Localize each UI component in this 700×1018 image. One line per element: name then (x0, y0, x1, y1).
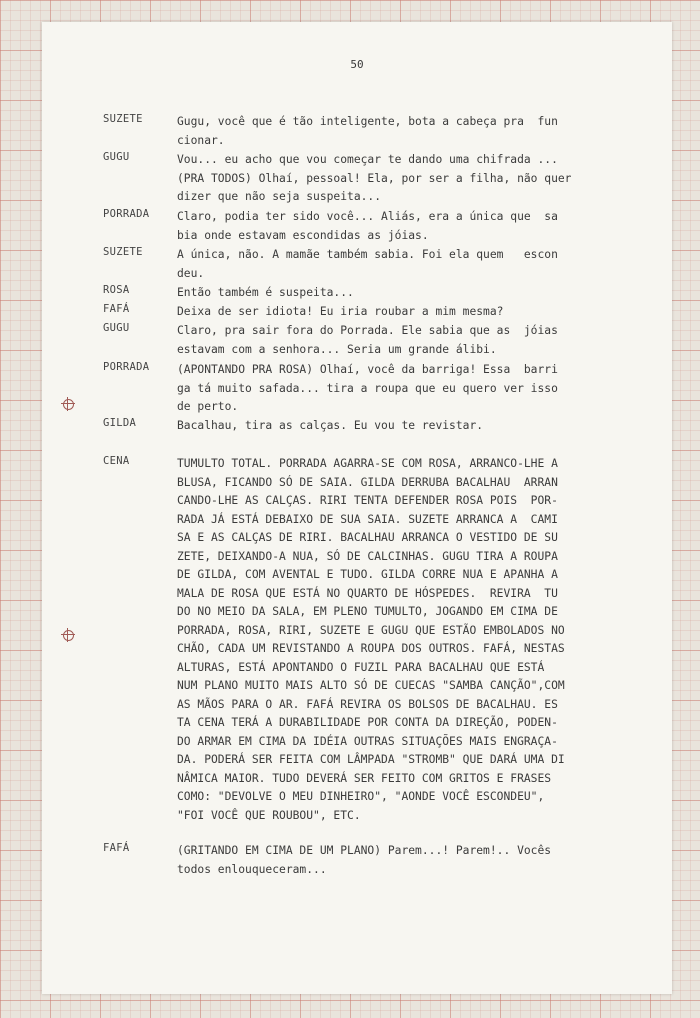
speech-text: Claro, pra sair fora do Porrada. Ele sabia que as jóias estavam com a senhora... Seria um grande álibi. (177, 324, 558, 356)
speech-text: A única, não. A mamãe também sabia. Foi ela quem escon deu. (177, 248, 558, 280)
speaker-name: SUZETE (103, 113, 143, 125)
speaker-name: PORRADA (103, 208, 150, 220)
speech-text: Gugu, você que é tão inteligente, bota a cabeça pra fun cionar. (177, 115, 558, 147)
punch-hole-mark-icon (61, 628, 75, 642)
stage-direction-text: TUMULTO TOTAL. PORRADA AGARRA-SE COM ROSA, ARRANCO-LHE A BLUSA, FICANDO SÓ DE SAIA. GILDA DERRUBA BACALHAU ARRAN CANDO-LHE AS CALÇAS. RIRI TENTA DEFENDER ROSA POIS POR- RADA JÁ ESTÁ DEBAIXO DE SUA SAIA. SUZETE ARRANCA A CAMI SA E AS CALÇAS DE RIRI. BACALHAU ARRANCA O VESTIDO DE SU ZETE, DEIXANDO-A NUA, SÓ DE CALCINHAS. GUGU TIRA A ROUPA DE GILDA, COM AVENTAL E TUDO. GILDA CORRE NUA E APANHA A MALA DE ROSA QUE ESTÁ NO QUARTO DE HÓSPEDES. REVIRA TU DO NO MEIO DA SALA, EM PLENO TUMULTO, JOGANDO EM CIMA DE PORRADA, ROSA, RIRI, SUZETE E GUGU QUE ESTÃO EMBOLADOS NO CHÃO, CADA UM REVISTANDO A ROUPA DOS OUTROS. FAFÁ, NESTAS ALTURAS, ESTÁ APONTANDO O FUZIL PARA BACALHAU QUE ESTÁ NUM PLANO MUITO MAIS ALTO SÓ DE CUECAS "SAMBA CANÇÃO",COM AS MÃOS PARA O AR. FAFÁ REVIRA OS BOLSOS DE BACALHAU. ES TA CENA TERÁ A DURABILIDADE POR CONTA DA DIREÇÃO, PODEN- DO ARMAR EM CIMA DA IDÉIA OUTRAS SITUAÇÕES MAIS ENGRAÇA- DA. PODERÁ SER FEITA COM LÂMPADA "STROMB" QUE DARÁ UMA DI NÂMICA MAIOR. TUDO DEVERÁ SER FEITO COM GRITOS E FRASES COMO: "DEVOLVE O MEU DINHEIRO", "AONDE VOCÊ ESCONDEU", "FOI VOCÊ QUE ROUBOU", ETC. (177, 457, 565, 822)
speaker-name: FAFÁ (103, 842, 130, 854)
speaker-name: ROSA (103, 284, 130, 296)
speaker-name: CENA (103, 455, 130, 467)
speech-text: (GRITANDO EM CIMA DE UM PLANO) Parem...! Parem!.. Vocês todos enlouqueceram... (177, 844, 552, 876)
speaker-name: PORRADA (103, 361, 150, 373)
speech-text: Vou... eu acho que vou começar te dando uma chifrada ... (PRA TODOS) Olhaí, pessoal! Ela, por ser a filha, não quer dizer que não seja suspeita... (177, 153, 572, 203)
speech-text: Bacalhau, tira as calças. Eu vou te revistar. (177, 419, 484, 432)
speech-text: Deixa de ser idiota! Eu iria roubar a mim mesma? (177, 305, 504, 318)
speaker-name: GILDA (103, 417, 137, 429)
speech-text: (APONTANDO PRA ROSA) Olhaí, você da barriga! Essa barri ga tá muito safada... tira a roupa que eu quero ver isso de perto. (177, 363, 558, 413)
page-number: 50 (350, 58, 364, 71)
speech-text: Então também é suspeita... (177, 286, 354, 299)
speech-text: Claro, podia ter sido você... Aliás, era a única que sa bia onde estavam escondidas as jóias. (177, 210, 558, 242)
script-page (42, 22, 672, 994)
speaker-name: GUGU (103, 322, 130, 334)
speaker-name: GUGU (103, 151, 130, 163)
speaker-name: SUZETE (103, 246, 143, 258)
speaker-name: FAFÁ (103, 303, 130, 315)
punch-hole-mark-icon (61, 397, 75, 411)
